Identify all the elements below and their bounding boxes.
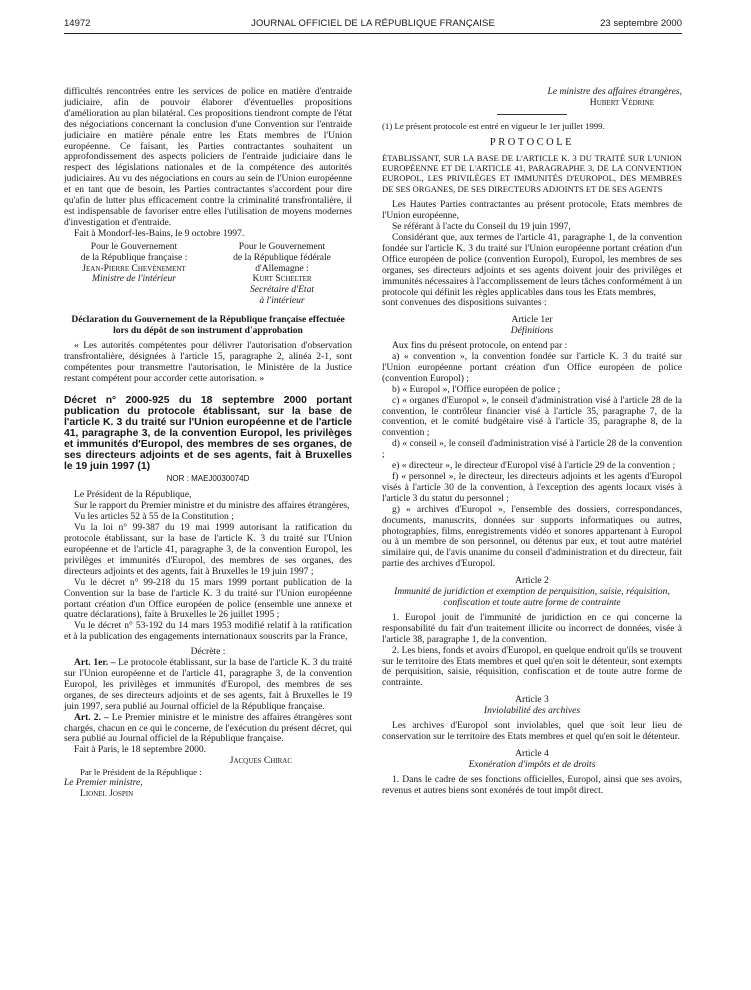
premier-ministre-name: Lionel Jospin (80, 787, 134, 799)
definition-a: a) « convention », la convention fondée sur l'article K. 3 du traité sur l'Union européenne portant création d'un Office européen de police (convention Europol) ; (382, 351, 682, 384)
convenues: sont convenues des dispositions suivantes : (382, 297, 547, 309)
rapport-line: Sur le rapport du Premier ministre et du ministre des affaires étrangères, (74, 500, 350, 512)
article-1-title: Définitions (510, 325, 554, 337)
protocole-heading: PROTOCOLE (489, 136, 575, 148)
signature-germany: Pour le Gouvernement de la République fédérale d'Allemagne : Kurt Schelter Secrétaire d'Etat à l'intérieur (212, 242, 352, 307)
signature-france: Pour le Gouvernement de la République française : Jean-Pierre Chevènement Ministre de l'intérieur (64, 242, 204, 307)
fait-paris: Fait à Paris, le 18 septembre 2000. (74, 744, 207, 756)
definition-g: g) « archives d'Europol », l'ensemble des dossiers, correspondances, documents, manuscrits, données sur supports informatiques ou autres, photographies, films, enregistrements vidéo et sonores appartenant à Europol ou à un membre de son personnel, ou détenus par eux, et tout autre matériel similaire qui, de l'avis unanime du conseil d'administration et du directeur, fait partie des archives d'Europol. (382, 503, 682, 570)
definition-d: d) « conseil », le conseil d'administration visé à l'article 28 de la convention ; (382, 438, 682, 461)
definition-c: c) « organes d'Europol », le conseil d'administration visé à l'article 28 de la convention, le contrôleur financier visé à l'article 35, paragraphe 7, de la convention, et le comité budgétaire visé à l'article 35, paragraphe 8, de la convention ; (382, 394, 682, 439)
header-rule (64, 33, 682, 34)
intro-paragraph: difficultés rencontrées entre les services de police en matière d'entraide judiciaire, afin de pouvoir élaborer d'éventuelles propositions d'amélioration au plan bilatéral. Ces propositions tiendront compte de l'état des négociations concernant la conclusion d'une Convention sur l'entraide judiciaire en matière pénale entre les Etats membres de l'Union européenne. Ce faisant, les Parties contractantes souhaitent un approfondissement des aspects policiers de l'entraide judiciaire dans le respect des législations nationales et de la compétence des autorités judiciaires. Au vu des négociations en cours au sein de l'Union européenne et en tant que de besoin, les Parties contractantes s'accordent pour dire qu'afin de lutter plus efficacement contre la criminalité transfrontalière, il est indispensable de favoriser entre elles l'utilisation de moyens modernes d'investigation et d'entraide. (64, 86, 352, 228)
considerant: Considérant que, aux termes de l'article 41, paragraphe 1, de la convention fondée sur l'article K. 3 du traité sur l'Union européenne portant création d'un Office européen de police (convention Europol), Europol, les membres de ses organes, ses directeurs adjoints et ses agents doivent jouir des privilèges et immunités nécessaires à l'accomplissement de leurs tâches conformément à un protocole qui définit les règles applicables dans tous les Etats membres, (382, 231, 682, 298)
issue-date: 23 septembre 2000 (600, 18, 682, 29)
article-4-title: Exonération d'impôts et de droits (468, 758, 596, 770)
signatory-name: Jean-Pierre Chevènement (82, 262, 186, 274)
page-header (64, 18, 682, 32)
article-2: Art. 2. – Le Premier ministre et le ministre des affaires étrangères sont chargés, chacun en ce qui le concerne, de l'exécution du présent décret, qui sera publié au Journal officiel de la République française. (64, 711, 353, 745)
definition-e: e) « directeur », le directeur d'Europol visé à l'article 29 de la convention ; (392, 460, 676, 472)
declaration-title: Déclaration du Gouvernement de la République française effectuée lors du dépôt de son instrument d'approbation (71, 314, 345, 337)
article-4-heading: Article 4 (515, 747, 549, 759)
par-president: Par le Président de la République : (80, 767, 202, 778)
signature-chirac: Jacques Chirac (229, 755, 292, 767)
article-2-heading: Article 2 (515, 575, 549, 587)
premier-ministre-title: Le Premier ministre, (64, 777, 143, 789)
right-column: Le ministre des affaires étrangères, Hubert Védrine (1) Le présent protocole est entré en vigueur le 1er juillet 1999. PROTOCOLE ÉTABLISSANT, SUR LA BASE DE L'ARTICLE K. 3 DU TRAITÉ SUR L'UNION EUROPÉENNE ET DE L'ARTICLE 41, PARAGRAPHE 3, DE LA CONVENTION EUROPOL, LES PRIVILÈGES ET IMMUNITÉS D'EUROPOL, DES MEMBRES DE SES ORGANES, DE SES DIRECTEURS ADJOINTS ET DE SES AGENTS Les Hautes Parties contractantes au présent protocole, Etats membres de l'Union européenne, Se référant à l'acte du Conseil du 19 juin 1997, Considérant que, aux termes de l'article 41, paragraphe 1, de la convention fondée sur l'article K. 3 du traité sur l'Union européenne portant création d'un Office européen de police (convention Europol), Europol, les membres de ses organes, ses directeurs adjoints et ses agents doivent jouir des privilèges et immunités nécessaires à l'accomplissement de leurs tâches conformément à un protocole qui définit les règles applicables dans tous les Etats membres, sont convenues des dispositions suivantes : Article 1er Définitions Aux fins du présent protocole, on entend par : a) « convention », la convention fondée sur l'article K. 3 du traité sur l'Union européenne portant création d'un Office européen de police (convention Europol) ; b) « Europol », l'Office européen de police ; c) « organes d'Europol », le conseil d'administration visé à l'article 28 de la convention, le contrôleur financier visé à l'article 35, paragraphe 7, de la convention, et le comité budgétaire visé à l'article 35, paragraphe 8, de la convention ; d) « conseil », le conseil d'administration visé à l'article 28 de la convention ; e) « directeur », le directeur d'Europol visé à l'article 29 de la convention ; f) « personnel », le directeur, les directeurs adjoints et les agents d'Europol visés à l'article 30 de la convention, à l'exception des agents locaux visés à l'article 3 du statut du personnel ; g) « archives d'Europol », l'ensemble des dossiers, correspondances, documents, manuscrits, données sur supports informatiques ou autres, photographies, films, enregistrements vidéo et sonores appartenant à Europol ou à un membre de son personnel, ou détenus par eux, et tout autre matériel similaire qui, de l'avis unanime du conseil d'administration et du directeur, fait partie des archives d'Europol. Article 2 Immunité de juridiction et exemption de perquisition, saisie, réquisition, confiscation et toute autre forme de contrainte 1. Europol jouit de l'immunité de juridiction en ce qui concerne la responsabilité du fait d'un traitement illicite ou incorrect de données, visée à l'article 38, paragraphe 1, de la convention. 2. Les biens, fonds et avoirs d'Europol, en quelque endroit qu'ils se trouvent sur le territoire des Etats membres et quel qu'en soit le détenteur, sont exempts de perquisition, saisie, réquisition, confiscation et de toute autre forme de contrainte. Article 3 Inviolabilité des archives Les archives d'Europol sont inviolables, quel que soit leur lieu de conservation sur le territoire des Etats membres et quel qu'en soit le détenteur. Article 4 Exonération d'impôts et de droits 1. Dans le cadre de ses fonctions officielles, Europol, ainsi que ses avoirs, revenus et autres biens sont exonérés de tout impôt direct. (382, 86, 682, 796)
vu-loi: Vu la loi n° 99-387 du 19 mai 1999 autorisant la ratification du protocole établissant, sur la base de l'article K. 3 du traité sur l'Union européenne et de l'article 41, paragraphe 3, de la convention Europol, les privilèges et immunités d'Europol, des membres de ses organes, des directeurs adjoints et des agents, fait à Bruxelles le 19 juin 1997 ; (64, 522, 352, 577)
declaration-text: « Les autorités compétentes pour délivrer l'autorisation d'observation transfrontalière, désignées à l'article 15, paragraphe 2, alinéa 2-1, sont compétentes pour transmettre l'autorisation, le Ministère de la Justice restant compétent pour accorder cette autorisation. » (64, 339, 352, 384)
footnote-rule (497, 114, 567, 115)
definition-f: f) « personnel », le directeur, les directeurs adjoints et les agents d'Europol visés à l'article 30 de la convention, à l'exception des agents locaux visés à l'article 3 du statut du personnel ; (382, 471, 682, 504)
page-number: 14972 (64, 18, 91, 29)
protocole-subtitle: ÉTABLISSANT, SUR LA BASE DE L'ARTICLE K. 3 DU TRAITÉ SUR L'UNION EUROPÉENNE ET DE L'ARTICLE 41, PARAGRAPHE 3, DE LA CONVENTION EUROPOL, LES PRIVILÈGES ET IMMUNITÉS D'EUROPOL, DES MEMBRES DE SES ORGANES, DE SES DIRECTEURS ADJOINTS ET DE SES AGENTS (382, 152, 682, 194)
vu-decret-1999: Vu le décret n° 99-218 du 15 mars 1999 portant publication de la Convention sur la base de l'article K. 3 du traité sur l'Union européenne portant création d'un Office européen de police (ensemble une annexe et quatre déclarations), faite à Bruxelles le 26 juillet 1995 ; (64, 576, 352, 621)
referant: Se référant à l'acte du Conseil du 19 juin 1997, (392, 221, 571, 233)
decrete: Décrète : (190, 646, 226, 658)
article-1-heading: Article 1er (511, 314, 553, 326)
footnote: (1) Le présent protocole est entré en vigueur le 1er juillet 1999. (382, 120, 605, 131)
mae-name: Hubert Védrine (589, 96, 654, 108)
vu-constitution: Vu les articles 52 à 55 de la Constitution ; (74, 511, 234, 523)
vu-decret-1953: Vu le décret n° 53-192 du 14 mars 1953 modifié relatif à la ratification et à la publication des engagements internationaux souscrits par la France, (64, 620, 352, 643)
signatory-name: Kurt Schelter (252, 273, 312, 285)
left-column (64, 87, 352, 800)
article-3-heading: Article 3 (515, 694, 549, 706)
article-1: Art. 1er. – Le protocole établissant, sur la base de l'article K. 3 du traité sur l'Union européenne et de l'article 41, paragraphe 3, de la convention Europol, les privilèges et immunités d'Europol, des membres de ses organes, de ses directeurs adjoints et de ses agents, fait à Bruxelles le 19 juin 1997, sera publié au Journal officiel de la République française. (64, 657, 352, 712)
nor-reference: NOR : MAEJ0030074D (166, 473, 250, 483)
article-2-title: Immunité de juridiction et exemption de perquisition, saisie, réquisition, confiscation et toute autre forme de contrainte (394, 586, 670, 608)
signatures (64, 242, 352, 307)
place-date: Fait à Mondorf-les-Bains, le 9 octobre 1997. (74, 227, 245, 239)
journal-title: JOURNAL OFFICIEL DE LA RÉPUBLIQUE FRANÇAISE (251, 18, 495, 29)
article-3-title: Inviolabilité des archives (483, 705, 581, 717)
mae-title: Le ministre des affaires étrangères, (547, 86, 682, 97)
parties: Les Hautes Parties contractantes au présent protocole, Etats membres de l'Union européenne, (382, 199, 682, 222)
president-line: Le Président de la République, (74, 489, 192, 501)
definition-b: b) « Europol », l'Office européen de police ; (392, 383, 561, 395)
decree-title: Décret n° 2000-925 du 18 septembre 2000 portant publication du protocole établissant, sur la base de l'article K. 3 du traité sur l'Union européenne et de l'article 41, paragraphe 3, de la convention Europol, les privilèges et immunités d'Europol, des membres de ses organes, de ses directeurs adjoints et de ses agents, fait à Bruxelles le 19 juin 1997 (1) (64, 394, 352, 472)
